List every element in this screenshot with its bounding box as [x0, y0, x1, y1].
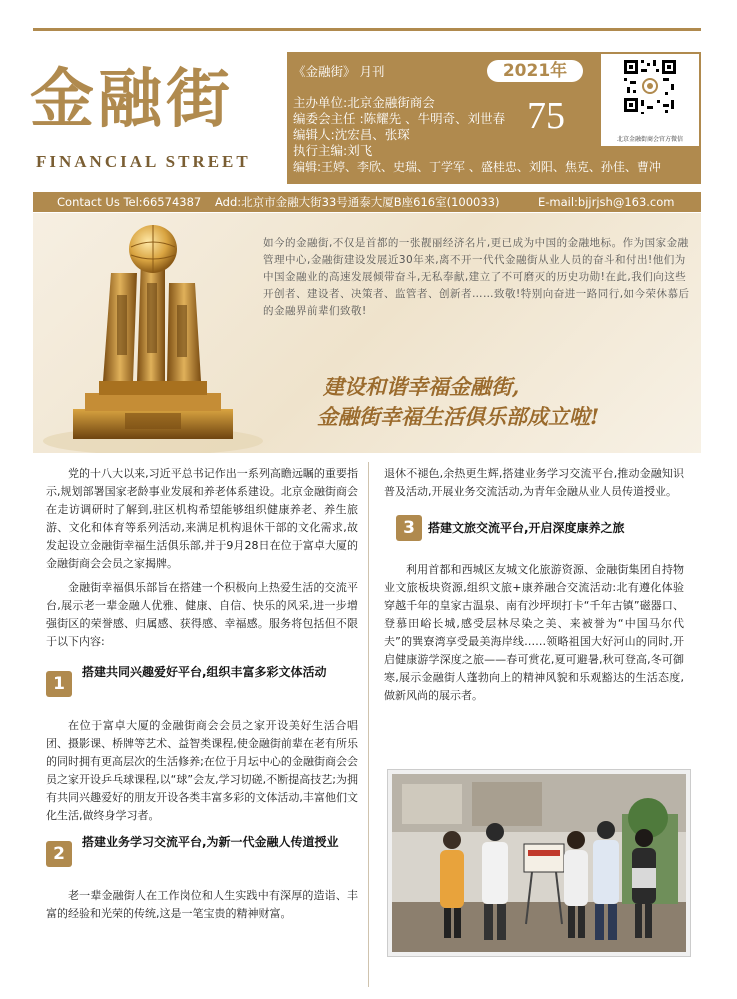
editors-line: 编辑人:沈宏昌、张琛 — [293, 127, 410, 142]
section-2-number: 2 — [46, 841, 72, 867]
section-1-title: 搭建共同兴趣爱好平台,组织丰富多彩文体活动 — [82, 665, 327, 679]
headline-line-2: 金融街幸福生活俱乐部成立啦! — [317, 404, 600, 429]
magazine-name: 《金融街》 月刊 — [293, 64, 385, 79]
masthead-info — [287, 52, 701, 184]
section-3-number: 3 — [396, 515, 422, 541]
contact-address: Add:北京市金融大街33号通泰大厦B座616室(100033) — [215, 195, 500, 209]
section-1-number: 1 — [46, 671, 72, 697]
section-1-heading — [46, 663, 358, 705]
qr-code — [601, 54, 699, 146]
contact-tel: Contact Us Tel:66574387 — [57, 195, 202, 209]
staff-line: 编辑:王婷、李欣、史瑞、丁学军 、盛桂忠、刘阳、焦克、孙佳、曹冲 — [293, 160, 661, 174]
left-column — [46, 465, 358, 923]
section-3-title: 搭建文旅交流平台,开启深度康养之旅 — [428, 521, 625, 535]
feature-banner — [33, 213, 701, 453]
section-3-heading — [384, 515, 684, 543]
right-column — [384, 465, 684, 705]
contact-bar — [33, 192, 701, 212]
qr-code-icon — [601, 54, 699, 134]
section-2-text: 老一辈金融街人在工作岗位和人生实践中有深厚的造诣、丰富的经验和光荣的传统,这是一笔宝贵的精神财富。 — [46, 889, 358, 920]
banner-intro: 如今的金融街,不仅是首都的一张靓丽经济名片,更已成为中国的金融地标。作为国家金融管理中心,金融街建设发展近30年来,离不开一代代金融街从业人员的奋斗和付出!他们为中国金融业的高速发展倾带奋斗,无私奉献,建立了不可磨灭的历史功勋!在此,我们向这些开创者、建设者、决策者、监管者、创新者……致敬!特别向奋进一路同行,如今荣休慕后的金融界前辈们致敬! — [263, 237, 690, 317]
section-1-text: 在位于富卓大厦的金融街商会会员之家开设美好生活合唱团、摄影课、桥牌等艺术、益智类课程,使金融街前辈在老有所乐的同时拥有更高层次的生活修养;在位于月坛中心的金融街商会会员之家开设乒乓球课程,以“球”会友,学习切磋,不断提高技艺;为拥有共同兴趣爱好的朋友开设各类丰富多彩的文体活动,丰富他们文化生活,做终身学习者。 — [46, 719, 358, 822]
sponsor-line: 主办单位:北京金融街商会 — [293, 95, 435, 110]
headline-line-1: 建设和谐幸福金融街, — [323, 374, 520, 399]
ceremony-photo — [388, 770, 690, 956]
qr-caption: 北京金融街商会官方微信 — [616, 136, 683, 143]
issue-number: 75 — [527, 95, 565, 137]
section-2-title: 搭建业务学习交流平台,为新一代金融人传道授业 — [82, 835, 339, 849]
chief-editor-line: 执行主编:刘飞 — [293, 143, 373, 158]
logo-english: FINANCIAL STREET — [36, 152, 251, 171]
paragraph-intro: 党的十八大以来,习近平总书记作出一系列高瞻远瞩的重要指示,规划部署国家老龄事业发展和养老体系建设。北京金融街商会在走访调研时了解到,驻区机构希望能够组织健康养老、养生旅游、文化和体育等系列活动,来满足机构退休干部的文化需求,故发起设立金融街幸福生活俱乐部,并于9月28日在位于富卓大厦的金融街商会会员之家揭牌。 — [46, 467, 358, 570]
logo-chinese: 金融街 — [30, 62, 234, 137]
section-2-heading — [46, 833, 358, 875]
year-badge: 2021年 — [487, 60, 583, 82]
section-2-continued: 退休不褪色,余热更生辉,搭建业务学习交流平台,推动金融知识普及活动,开展业务交流活动,为青年金融从业人员传道授业。 — [384, 467, 684, 498]
contact-email: E-mail:bjjrjsh@163.com — [538, 195, 675, 209]
section-3-text: 利用首都和西城区友城文化旅游资源、金融街集团自持物业文旅板块资源,组织文旅+康养融合交流活动:北有遵化体验穿越千年的皇家古温泉、南有沙坪坝打卡“千年古镇”磁器口、登慕田峪长城,感受层林尽染之美、来被誉为“中国马尔代夫”的巽寮湾享受最美海岸线……领略祖国大好河山的同时,开启健康游学深度之旅——春可赏花,夏可避暑,秋可登高,冬可御寒,展示金融街人蓬勃向上的精神风貌和乐观豁达的生活态度,做新风尚的展示者。 — [384, 563, 684, 702]
group-photo-illustration — [392, 774, 686, 952]
logo — [30, 60, 280, 180]
column-divider — [368, 462, 369, 987]
editorial-director-line: 编委会主任 :陈耀先 、牛明奇、刘世春 — [293, 111, 506, 126]
paragraph-club: 金融街幸福俱乐部旨在搭建一个积极向上热爱生活的交流平台,展示老一辈金融人优雅、健康、自信、快乐的风采,进一步增强街区的荣誉感、归属感、获得感、幸福感。服务将包括但不限于以下内容: — [46, 581, 358, 648]
top-rule — [33, 28, 701, 31]
